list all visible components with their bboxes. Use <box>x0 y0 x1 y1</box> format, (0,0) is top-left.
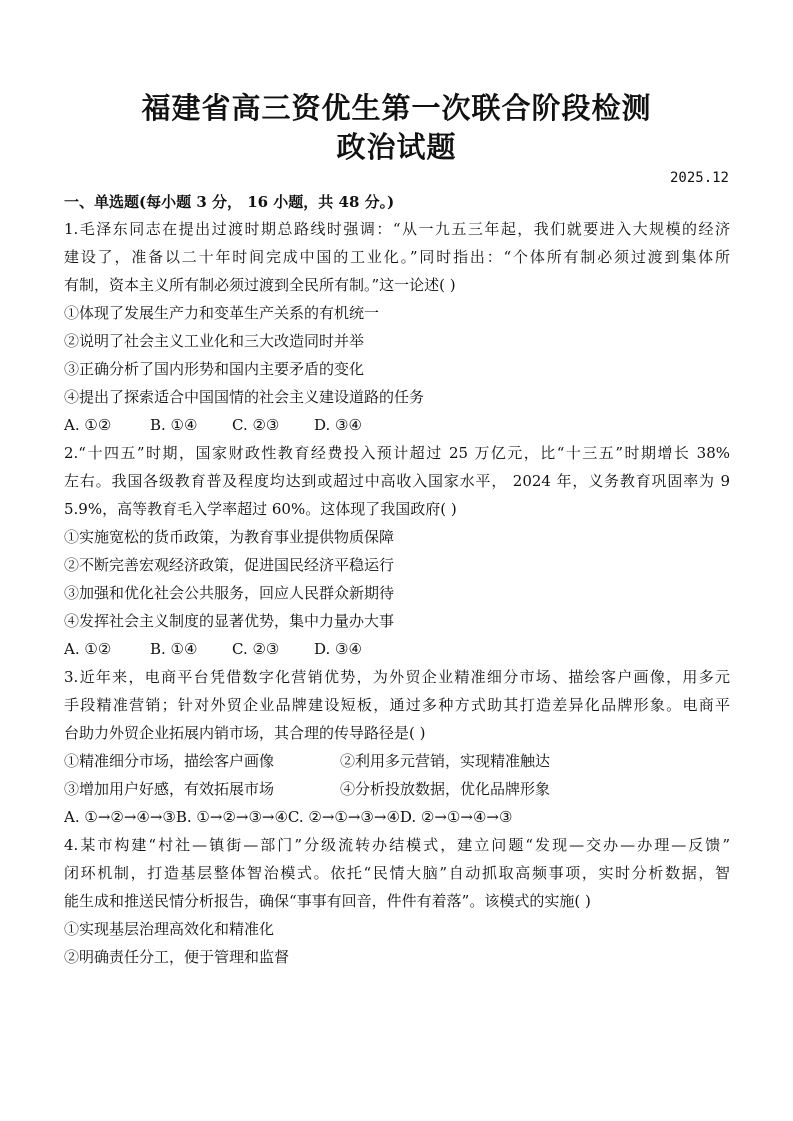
choice-c: C. ②③ <box>232 640 280 658</box>
exam-date: 2025.12 <box>669 170 729 186</box>
question-stem-line: 1.毛泽东同志在提出过渡时期总路线时强调：“从一九五三年起，我们就要进入大规模的经济 <box>64 220 730 238</box>
option-statement: ②利用多元营销，实现精准触达 <box>340 752 551 770</box>
question-stem-line: 能生成和推送民情分析报告，确保“事事有回音，件件有着落”。该模式的实施( ) <box>64 892 591 910</box>
choices-line: A. ①→②→④→③B. ①→②→③→④C. ②→①→③→④D. ②→①→④→③ <box>64 808 513 826</box>
question-stem-line: 2.“十四五”时期，国家财政性教育经费投入预计超过 25 万亿元，比“十三五”时期增长 38% <box>64 444 730 462</box>
question-stem-line: 台助力外贸企业拓展内销市场，其合理的传导路径是( ) <box>64 724 426 742</box>
option-statement: ④发挥社会主义制度的显著优势，集中力量办大事 <box>64 612 395 630</box>
question-stem-line: 4.某市构建“村社—镇街—部门”分级流转办结模式，建立问题“发现—交办—办理—反馈” <box>64 836 730 854</box>
option-statement: ②说明了社会主义工业化和三大改造同时并举 <box>64 332 365 350</box>
question-stem-line: 闭环机制，打造基层整体智治模式。依托“民情大脑”自动抓取高频事项，实时分析数据，智 <box>64 864 730 882</box>
choice-b: B. ①④ <box>150 416 198 434</box>
question-stem-line: 有制，资本主义所有制必须过渡到全民所有制。”这一论述( ) <box>64 276 456 294</box>
option-statement: ③增加用户好感，有效拓展市场 <box>64 780 275 798</box>
choice-b: B. ①④ <box>150 640 198 658</box>
option-statement: ①精准细分市场，描绘客户画像 <box>64 752 275 770</box>
option-statement: ④提出了探索适合中国国情的社会主义建设道路的任务 <box>64 388 425 406</box>
question-stem-line: 手段精准营销；针对外贸企业品牌建设短板，通过多种方式助其打造差异化品牌形象。电商平 <box>64 696 730 714</box>
option-statement: ①体现了发展生产力和变革生产关系的有机统一 <box>64 304 380 322</box>
choice-a: A. ①② <box>64 640 112 658</box>
option-statement: ①实现基层治理高效化和精准化 <box>64 920 275 938</box>
option-statement: ②不断完善宏观经济政策，促进国民经济平稳运行 <box>64 556 395 574</box>
section-heading: 一、单选题(每小题 3 分， 16 小题，共 48 分。) <box>64 193 395 211</box>
option-statement: ③加强和优化社会公共服务，回应人民群众新期待 <box>64 584 395 602</box>
option-statement: ④分析投放数据，优化品牌形象 <box>340 780 551 798</box>
question-stem-line: 左右。我国各级教育普及程度均达到或超过中高收入国家水平， 2024 年，义务教育巩固率为 9 <box>64 472 730 490</box>
choice-d: D. ③④ <box>314 416 362 434</box>
question-stem-line: 3.近年来，电商平台凭借数字化营销优势，为外贸企业精准细分市场、描绘客户画像，用多元 <box>64 668 730 686</box>
question-stem-line: 5.9%，高等教育毛入学率超过 60%。这体现了我国政府( ) <box>64 500 457 518</box>
choice-d: D. ③④ <box>314 640 362 658</box>
question-stem-line: 建设了，准备以二十年时间完成中国的工业化。”同时指出：“个体所有制必须过渡到集体所 <box>64 248 730 266</box>
exam-subject-title: 政治试题 <box>336 130 457 164</box>
option-statement: ③正确分析了国内形势和国内主要矛盾的变化 <box>64 360 365 378</box>
choice-a: A. ①② <box>64 416 112 434</box>
exam-title: 福建省高三资优生第一次联合阶段检测 <box>141 91 652 125</box>
option-statement: ②明确责任分工，便于管理和监督 <box>64 948 290 966</box>
choice-c: C. ②③ <box>232 416 280 434</box>
option-statement: ①实施宽松的货币政策，为教育事业提供物质保障 <box>64 528 395 546</box>
